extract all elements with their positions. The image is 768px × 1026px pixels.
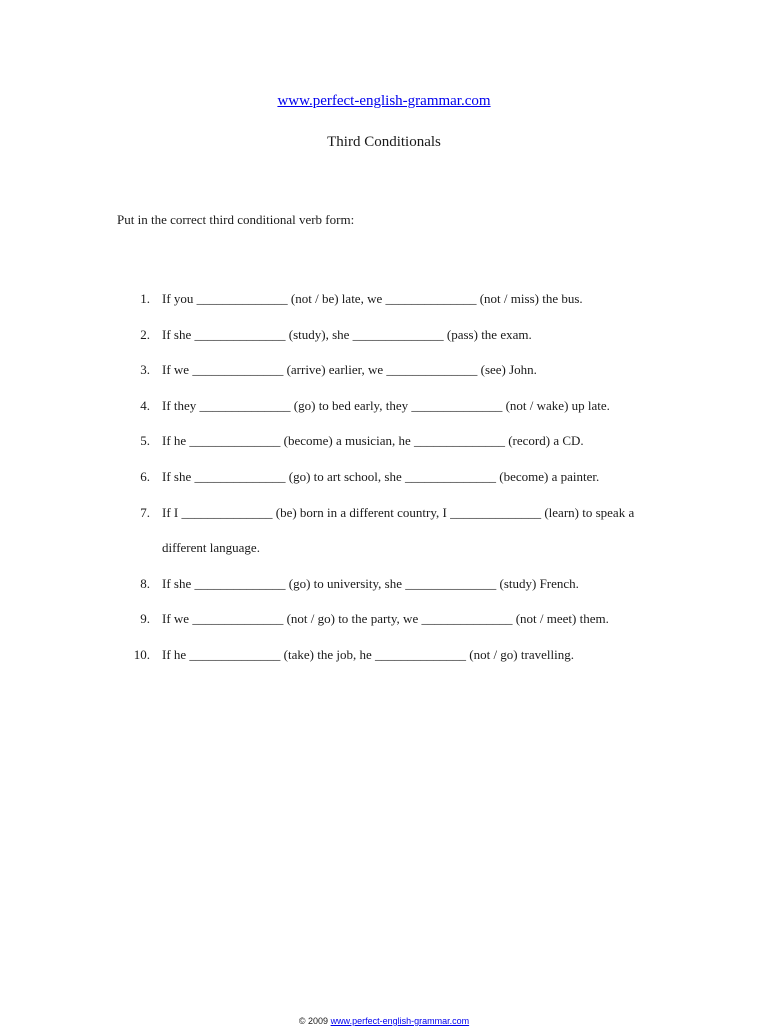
- footer-copyright: © 2009: [298, 1016, 329, 1026]
- exercise-text: If he ______________ (become) a musician, he ______________ (record) a CD.: [162, 433, 584, 449]
- exercise-item: [0, 352, 657, 388]
- exercise-item: [0, 601, 657, 637]
- exercise-text: If I ______________ (be) born in a different country, I ______________ (learn) to speak a different language.: [162, 504, 635, 556]
- exercise-number: 1.: [140, 291, 150, 306]
- exercise-item: [0, 566, 657, 602]
- exercise-text: If we ______________ (not / go) to the party, we ______________ (not / meet) them.: [162, 611, 609, 627]
- exercise-item: [0, 637, 657, 673]
- exercise-text: If she ______________ (go) to art school, she ______________ (become) a painter.: [162, 468, 600, 484]
- page-title: Third Conditionals: [327, 134, 441, 150]
- exercise-number: 4.: [140, 397, 150, 413]
- site-link[interactable]: www.perfect-english-grammar.com: [277, 93, 491, 109]
- exercise-item: [0, 423, 657, 459]
- exercise-text: If she ______________ (study), she ______________ (pass) the exam.: [162, 326, 532, 342]
- exercise-item: [0, 495, 657, 566]
- exercise-item: [0, 281, 657, 317]
- footer: [0, 1016, 768, 1026]
- exercise-text: If you ______________ (not / be) late, we ______________ (not / miss) the bus.: [162, 291, 583, 306]
- exercise-number: 5.: [140, 433, 150, 449]
- exercise-number: 9.: [140, 611, 150, 627]
- exercise-text: If they ______________ (go) to bed early, they ______________ (not / wake) up late.: [162, 397, 610, 413]
- exercise-item: [0, 459, 657, 495]
- exercise-text: If he ______________ (take) the job, he ______________ (not / go) travelling.: [162, 646, 574, 662]
- exercise-number: 3.: [140, 362, 150, 378]
- exercise-text: If she ______________ (go) to university, she ______________ (study) French.: [162, 575, 579, 591]
- footer-link[interactable]: www.perfect-english-grammar.com: [330, 1016, 470, 1026]
- exercise-number: 7.: [140, 504, 150, 520]
- exercise-item: [0, 317, 657, 353]
- instructions: Put in the correct third conditional verb form:: [117, 212, 355, 227]
- exercise-text: If we ______________ (arrive) earlier, we ______________ (see) John.: [162, 362, 537, 378]
- exercise-number: 8.: [140, 575, 150, 591]
- exercise-number: 6.: [140, 468, 150, 484]
- exercise-list: [0, 281, 657, 673]
- exercise-item: [0, 388, 657, 424]
- exercise-number: 2.: [140, 326, 150, 342]
- exercise-number: 10.: [133, 646, 150, 662]
